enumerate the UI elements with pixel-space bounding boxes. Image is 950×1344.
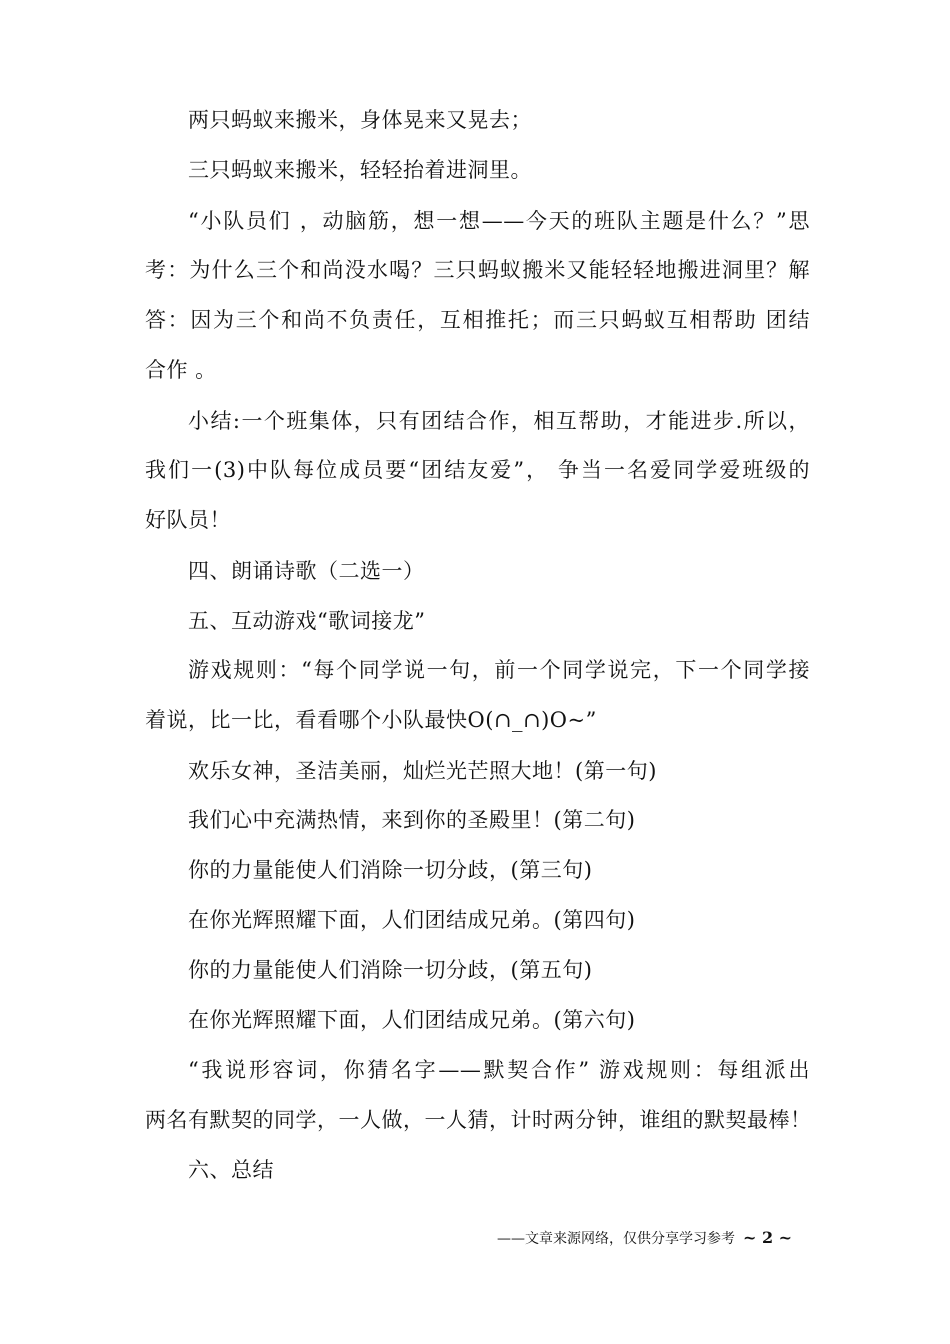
lyric-line: 欢乐女神，圣洁美丽，灿烂光芒照大地！(第一句) [188, 759, 657, 783]
text-line: 着说，比一比，看看哪个小队最快O(∩_∩)O~” [145, 708, 597, 732]
text-line: 游戏规则：“每个同学说一句，前一个同学说完，下一个同学接 [188, 658, 810, 682]
section-heading: 六、总结 [188, 1158, 274, 1182]
text-line: “我说形容词，你猜名字——默契合作” 游戏规则：每组派出 [188, 1058, 810, 1082]
section-heading: 五、互动游戏“歌词接龙” [188, 609, 426, 633]
text-line: 小结:一个班集体，只有团结合作，相互帮助，才能进步.所以， [188, 409, 810, 433]
text-line: 两只蚂蚁来搬米，身体晃来又晃去； [188, 108, 532, 132]
lyric-line: 在你光辉照耀下面，人们团结成兄弟。(第六句) [188, 1008, 636, 1032]
text-line: “小队员们 ，动脑筋，想一想——今天的班队主题是什么？”思 [188, 209, 810, 233]
text-line: 考：为什么三个和尚没水喝？三只蚂蚁搬米又能轻轻地搬进洞里？解 [145, 258, 810, 282]
lyric-line: 你的力量能使人们消除一切分歧，(第五句) [188, 958, 593, 982]
lyric-line: 我们心中充满热情，来到你的圣殿里！(第二句) [188, 808, 636, 832]
page-number: ~ 2 ~ [743, 1228, 793, 1247]
page-footer [497, 1228, 807, 1249]
text-line: 两名有默契的同学，一人做，一人猜，计时两分钟，谁组的默契最棒！ [145, 1108, 812, 1132]
text-line: 好队员！ [145, 508, 231, 532]
footer-source-note: ——文章来源网络，仅供分享学习参考 [497, 1231, 735, 1247]
text-line: 我们一(3)中队每位成员要“团结友爱”， 争当一名爱同学爱班级的 [145, 458, 810, 482]
text-line: 合作 。 [145, 358, 217, 382]
lyric-line: 在你光辉照耀下面，人们团结成兄弟。(第四句) [188, 908, 636, 932]
text-line: 答：因为三个和尚不负责任，互相推托；而三只蚂蚁互相帮助 团结 [145, 308, 810, 332]
text-line: 三只蚂蚁来搬米，轻轻抬着进洞里。 [188, 158, 532, 182]
section-heading: 四、朗诵诗歌（二选一） [188, 559, 425, 583]
lyric-line: 你的力量能使人们消除一切分歧，(第三句) [188, 858, 593, 882]
